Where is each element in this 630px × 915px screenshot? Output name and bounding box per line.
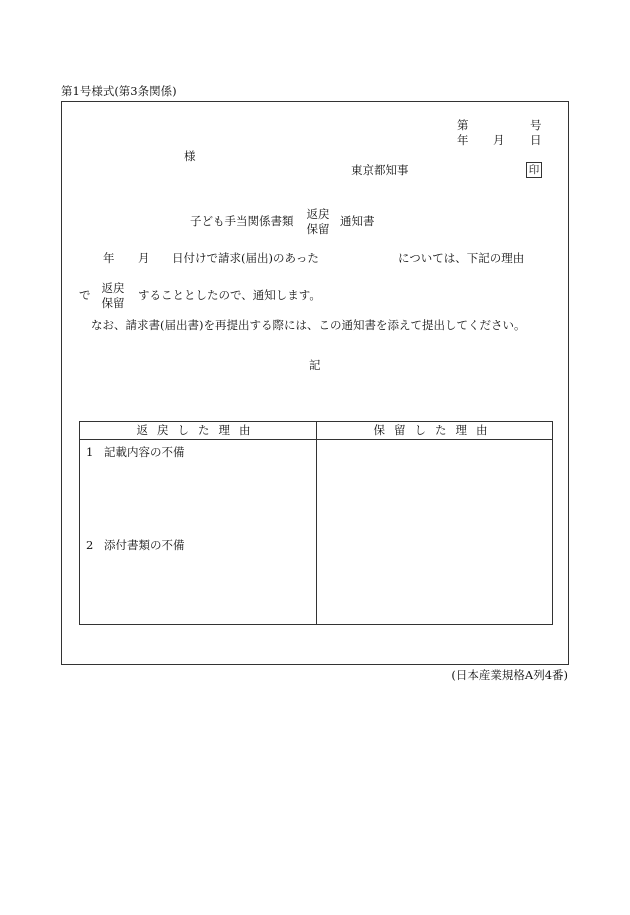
body-option-return: 返戻 — [101, 281, 125, 295]
reason-item-1-label: 記載内容の不備 — [104, 445, 185, 459]
title-option-stack — [303, 207, 333, 237]
body-line2-de: で — [79, 288, 91, 302]
date-day-label: 日 — [530, 133, 542, 147]
table-header-return: 返戻した理由 — [136, 423, 260, 437]
number-label-dai: 第 — [457, 118, 469, 132]
addressee-honorific: 様 — [184, 149, 196, 163]
body-month-label: 月 — [138, 251, 150, 265]
paper-size-note: (日本産業規格A列4番) — [451, 668, 568, 682]
title-option-hold: 保留 — [306, 222, 330, 236]
issuer-name: 東京都知事 — [351, 163, 409, 177]
reasons-table — [79, 421, 553, 625]
body-option-hold: 保留 — [101, 296, 125, 310]
ki-label: 記 — [309, 358, 321, 372]
title-prefix: 子ども手当関係書類 — [190, 214, 294, 228]
title-suffix: 通知書 — [340, 214, 375, 228]
table-column-divider — [316, 422, 317, 624]
seal-mark: 印 — [526, 162, 542, 178]
reason-item-1-number: 1 — [86, 445, 94, 459]
number-label-go: 号 — [530, 118, 542, 132]
body-option-stack — [98, 281, 128, 311]
body-line1-tail: については、下記の理由 — [398, 251, 525, 265]
body-line3-text: なお、請求書(届出書)を再提出する際には、この通知書を添えて提出してください。 — [91, 318, 526, 332]
reason-item-2-label: 添付書類の不備 — [104, 538, 185, 552]
date-year-label: 年 — [457, 133, 469, 147]
body-line2-text: することとしたので、通知します。 — [138, 288, 321, 302]
table-header-hold: 保留した理由 — [373, 423, 497, 437]
date-month-label: 月 — [493, 133, 505, 147]
title-option-return: 返戻 — [306, 207, 330, 221]
form-number: 第1号様式(第3条関係) — [61, 84, 177, 98]
reason-item-2-number: 2 — [86, 538, 94, 552]
body-year-label: 年 — [103, 251, 115, 265]
body-line1-text: 日付けで請求(届出)のあった — [172, 251, 319, 265]
